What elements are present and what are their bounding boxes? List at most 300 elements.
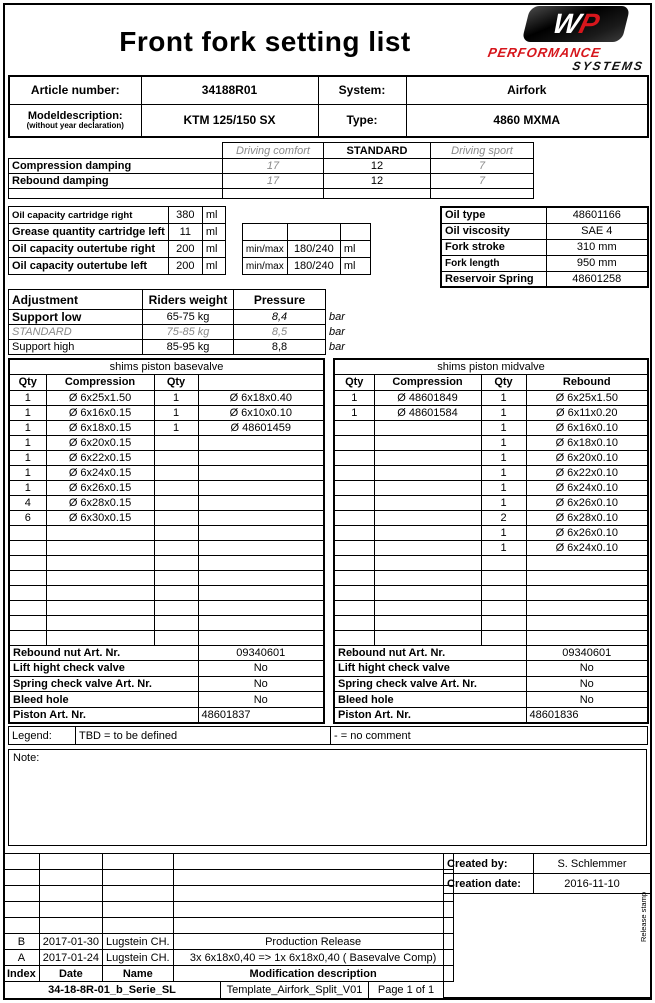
shim-qty: 1 <box>481 525 526 540</box>
table-row <box>9 104 648 137</box>
oil-row-value: 11 <box>168 224 202 241</box>
shim-qty <box>334 555 374 570</box>
spacer-cell <box>326 290 360 310</box>
adjustment-weight-value: 85-95 kg <box>143 340 234 355</box>
note-label: Note: <box>13 752 40 764</box>
legend-table <box>8 726 648 745</box>
shim-qty <box>154 480 198 495</box>
template-name: Template_Airfork_Split_V01 <box>221 982 369 999</box>
valve-spec-row <box>334 661 648 677</box>
empty-cell <box>4 870 40 886</box>
empty-cell <box>173 886 453 902</box>
adjustment-row-label: Support low <box>9 310 143 325</box>
oil-row-unit: ml <box>202 224 225 241</box>
shim-size: Ø 48601849 <box>374 390 481 405</box>
shim-row <box>9 495 324 510</box>
damping-table <box>8 142 534 199</box>
empty-cell <box>39 854 102 870</box>
oil-minmax-value <box>287 224 340 241</box>
shim-size <box>198 435 324 450</box>
shim-size: Ø 6x22x0.10 <box>526 465 648 480</box>
shim-qty: 4 <box>9 495 46 510</box>
adjustment-header: Adjustment <box>9 290 143 310</box>
article-header-table <box>8 75 649 138</box>
valve-spec-row <box>9 645 324 661</box>
empty-cell <box>39 902 102 918</box>
shim-qty <box>154 540 198 555</box>
revision-row <box>4 950 454 966</box>
revision-header-row <box>4 966 454 982</box>
compression-header: Compression <box>374 374 481 390</box>
shim-size: Ø 6x20x0.10 <box>526 450 648 465</box>
shim-qty <box>334 420 374 435</box>
oil-minmax-unit: ml <box>340 241 370 258</box>
oil-minmax-label: min/max <box>242 241 287 258</box>
article-number-value: 34188R01 <box>141 76 318 104</box>
shim-qty <box>9 630 46 645</box>
adjustment-unit-label: bar <box>329 311 345 323</box>
oil-row-label: Oil capacity outertube left <box>9 258 169 275</box>
damping-comfort-value: 17 <box>223 159 324 174</box>
valve-spec-row <box>9 676 324 692</box>
modification-description-header: Modification description <box>173 966 453 982</box>
valve-spec-label: Rebound nut Art. Nr. <box>9 645 198 661</box>
empty-cell <box>103 870 174 886</box>
oil-row-label: Oil capacity outertube right <box>9 241 169 258</box>
release-stamp-label: Release stamp <box>639 891 648 942</box>
spacer-cell <box>225 207 242 224</box>
shim-qty <box>334 525 374 540</box>
adjustment-pressure-value: 8,5 <box>234 325 326 340</box>
table-row <box>334 374 648 390</box>
shim-qty <box>481 600 526 615</box>
wp-logo-performance-text: PERFORMANCE <box>486 45 603 60</box>
shim-qty: 1 <box>9 435 46 450</box>
empty-cell <box>324 189 431 199</box>
compression-header: Compression <box>46 374 154 390</box>
damping-standard-value: 12 <box>324 159 431 174</box>
valve-spec-value: No <box>526 676 648 692</box>
spec-row-label: Fork stroke <box>441 239 546 255</box>
model-description-label <box>9 104 141 137</box>
shim-qty <box>334 585 374 600</box>
table-row <box>9 727 648 745</box>
shim-row <box>9 450 324 465</box>
valve-spec-value: No <box>526 661 648 677</box>
shim-size <box>374 540 481 555</box>
shim-row <box>334 570 648 585</box>
shim-qty: 1 <box>154 405 198 420</box>
shim-size <box>46 525 154 540</box>
shim-qty <box>334 510 374 525</box>
table-row <box>444 854 651 874</box>
valve-spec-value: 48601837 <box>198 707 324 723</box>
shim-size: Ø 6x18x0.10 <box>526 435 648 450</box>
shim-size: Ø 6x20x0.15 <box>46 435 154 450</box>
shim-size: Ø 6x26x0.15 <box>46 480 154 495</box>
shim-size: Ø 6x26x0.10 <box>526 525 648 540</box>
adjustment-pressure-value: 8,4 <box>234 310 326 325</box>
damping-comfort-value: 17 <box>223 174 324 189</box>
shim-size <box>374 570 481 585</box>
valve-spec-label: Bleed hole <box>334 692 526 708</box>
valve-spec-value: No <box>198 676 324 692</box>
shim-size <box>374 480 481 495</box>
damping-standard-value: 12 <box>324 174 431 189</box>
damping-header-standard: STANDARD <box>324 143 431 159</box>
adjustment-table <box>8 289 360 355</box>
riders-weight-header: Riders weight <box>143 290 234 310</box>
shim-size <box>526 570 648 585</box>
shim-qty: 1 <box>334 405 374 420</box>
shim-size <box>46 615 154 630</box>
shim-size <box>374 525 481 540</box>
adjustment-weight-value: 75-85 kg <box>143 325 234 340</box>
valve-spec-row <box>9 692 324 708</box>
basevalve-table-title: shims piston basevalve <box>9 359 324 374</box>
valve-spec-row <box>9 661 324 677</box>
shim-size <box>46 600 154 615</box>
system-value: Airfork <box>406 76 648 104</box>
shim-qty <box>9 585 46 600</box>
fork-spec-table <box>440 206 649 288</box>
shim-size <box>198 540 324 555</box>
table-row <box>9 340 360 355</box>
table-row <box>9 359 324 374</box>
shim-row <box>334 435 648 450</box>
valve-spec-label: Lift hight check valve <box>334 661 526 677</box>
shim-size <box>374 435 481 450</box>
shim-qty <box>154 570 198 585</box>
index-header: Index <box>4 966 40 982</box>
shim-qty: 1 <box>9 390 46 405</box>
shim-size: Ø 48601584 <box>374 405 481 420</box>
system-label: System: <box>318 76 406 104</box>
oil-row-value: 200 <box>168 258 202 275</box>
midvalve-table-title: shims piston midvalve <box>334 359 648 374</box>
revision-description: 3x 6x18x0,40 => 1x 6x18x0,40 ( Basevalve Comp) <box>173 950 453 966</box>
shim-row <box>9 435 324 450</box>
empty-cell <box>223 189 324 199</box>
adjustment-row-label: Support high <box>9 340 143 355</box>
empty-cell <box>9 189 223 199</box>
date-header: Date <box>39 966 102 982</box>
wp-logo-badge-icon <box>522 6 631 42</box>
shim-row <box>334 405 648 420</box>
shim-size <box>526 630 648 645</box>
shim-qty: 1 <box>9 480 46 495</box>
damping-sport-value: 7 <box>431 159 534 174</box>
shim-size <box>46 585 154 600</box>
table-row <box>9 207 371 224</box>
creation-date-value: 2016-11-10 <box>534 874 651 894</box>
shim-row <box>334 480 648 495</box>
table-row <box>9 159 534 174</box>
oil-capacity-table <box>8 206 371 275</box>
shim-qty <box>9 600 46 615</box>
shim-size: Ø 6x24x0.15 <box>46 465 154 480</box>
shim-size <box>46 540 154 555</box>
shim-qty <box>334 465 374 480</box>
shim-row <box>334 615 648 630</box>
shim-row <box>9 600 324 615</box>
shim-qty <box>334 480 374 495</box>
shim-qty <box>334 615 374 630</box>
midvalve-shims-table <box>333 358 649 724</box>
valve-spec-label: Lift hight check valve <box>9 661 198 677</box>
shim-qty <box>154 435 198 450</box>
valve-spec-value: 09340601 <box>198 645 324 661</box>
shim-size <box>374 510 481 525</box>
spec-row-value: 48601258 <box>546 271 648 287</box>
table-row <box>441 255 648 271</box>
adjustment-unit-label: bar <box>329 341 345 353</box>
revision-name: Lugstein CH. <box>103 950 174 966</box>
shim-size: Ø 6x11x0.20 <box>526 405 648 420</box>
oil-row-label: Grease quantity cartridge left <box>9 224 169 241</box>
shim-size: Ø 6x10x0.10 <box>198 405 324 420</box>
page-title: Front fork setting list <box>119 26 411 57</box>
created-by-value: S. Schlemmer <box>534 854 651 874</box>
shim-size <box>374 495 481 510</box>
shim-qty <box>154 585 198 600</box>
shim-qty <box>154 600 198 615</box>
shim-size <box>198 570 324 585</box>
name-header: Name <box>103 966 174 982</box>
shim-size: Ø 6x16x0.15 <box>46 405 154 420</box>
shim-size: Ø 6x28x0.15 <box>46 495 154 510</box>
spacer-cell <box>225 258 242 275</box>
legend-label: Legend: <box>9 727 76 745</box>
empty-cell <box>4 886 40 902</box>
revision-index: A <box>4 950 40 966</box>
model-description-sublabel: (without year declaration) <box>26 121 124 131</box>
adjustment-unit-label: bar <box>329 326 345 338</box>
empty-cell <box>4 854 40 870</box>
qty-header: Qty <box>481 374 526 390</box>
valve-spec-label: Bleed hole <box>9 692 198 708</box>
valve-spec-label: Spring check valve Art. Nr. <box>9 676 198 692</box>
shim-qty: 1 <box>9 420 46 435</box>
wp-logo <box>486 6 646 73</box>
oil-minmax-value <box>287 207 340 224</box>
shim-qty: 1 <box>154 390 198 405</box>
shim-qty <box>154 555 198 570</box>
shim-size: Ø 6x28x0.10 <box>526 510 648 525</box>
legend-nocomment-text: - = no comment <box>331 727 648 745</box>
shim-qty: 1 <box>481 420 526 435</box>
revision-empty-row <box>4 902 454 918</box>
shim-qty <box>334 495 374 510</box>
shim-qty: 1 <box>334 390 374 405</box>
oil-minmax-label: min/max <box>242 258 287 275</box>
shim-qty: 1 <box>481 435 526 450</box>
creation-date-label: Creation date: <box>444 874 534 894</box>
spec-row-label: Fork length <box>441 255 546 271</box>
shim-size: Ø 6x25x1.50 <box>46 390 154 405</box>
shim-row <box>334 525 648 540</box>
shim-size <box>46 630 154 645</box>
shim-row <box>334 585 648 600</box>
empty-cell <box>39 870 102 886</box>
empty-cell <box>173 854 453 870</box>
shim-size <box>198 630 324 645</box>
shim-size <box>198 600 324 615</box>
oil-minmax-value: 180/240 <box>287 241 340 258</box>
valve-spec-value: No <box>526 692 648 708</box>
shim-row <box>334 540 648 555</box>
shim-row <box>334 390 648 405</box>
shim-size: Ø 6x18x0.40 <box>198 390 324 405</box>
shim-size <box>374 555 481 570</box>
empty-cell <box>39 918 102 934</box>
damping-header-sport: Driving sport <box>431 143 534 159</box>
shim-size <box>198 450 324 465</box>
oil-row-unit: ml <box>202 258 225 275</box>
table-row <box>441 239 648 255</box>
shim-row <box>9 555 324 570</box>
shim-qty: 1 <box>9 465 46 480</box>
shim-qty: 1 <box>481 480 526 495</box>
shim-size: Ø 6x26x0.10 <box>526 495 648 510</box>
shim-size <box>198 495 324 510</box>
revision-empty-row <box>4 918 454 934</box>
shim-qty <box>9 555 46 570</box>
adjustment-row-label: STANDARD <box>9 325 143 340</box>
shim-size <box>198 585 324 600</box>
shim-size <box>46 555 154 570</box>
shim-qty: 2 <box>481 510 526 525</box>
table-row <box>9 143 534 159</box>
shim-row <box>9 480 324 495</box>
shim-qty <box>481 615 526 630</box>
table-row <box>9 224 371 241</box>
spec-row-value: 310 mm <box>546 239 648 255</box>
shim-row <box>9 540 324 555</box>
table-row <box>9 189 534 199</box>
shim-size <box>526 555 648 570</box>
model-description-value: KTM 125/150 SX <box>141 104 318 137</box>
empty-cell <box>4 902 40 918</box>
damping-sport-value: 7 <box>431 174 534 189</box>
oil-minmax-label <box>242 207 287 224</box>
shim-size <box>198 510 324 525</box>
shim-row <box>9 465 324 480</box>
qty-header: Qty <box>9 374 46 390</box>
qty-header: Qty <box>154 374 198 390</box>
shim-qty <box>154 615 198 630</box>
wp-logo-letter-p: P <box>576 8 603 39</box>
spec-row-label: Oil type <box>441 207 546 223</box>
wp-logo-systems-text: SYSTEMS <box>571 59 646 73</box>
oil-row-value: 200 <box>168 241 202 258</box>
shim-qty: 1 <box>9 405 46 420</box>
shim-size: Ø 6x16x0.10 <box>526 420 648 435</box>
shim-size <box>374 630 481 645</box>
valve-spec-row <box>334 692 648 708</box>
shim-size: Ø 6x18x0.15 <box>46 420 154 435</box>
valve-spec-row <box>334 645 648 661</box>
shim-size: Ø 6x25x1.50 <box>526 390 648 405</box>
shim-row <box>334 420 648 435</box>
release-stamp-area <box>444 891 651 998</box>
empty-cell <box>173 870 453 886</box>
table-row <box>441 207 648 223</box>
pressure-header: Pressure <box>234 290 326 310</box>
spec-row-value: SAE 4 <box>546 223 648 239</box>
shim-row <box>334 510 648 525</box>
revision-empty-row <box>4 854 454 870</box>
spec-row-value: 48601166 <box>546 207 648 223</box>
shim-row <box>9 630 324 645</box>
oil-row-value: 380 <box>168 207 202 224</box>
shim-qty: 1 <box>481 405 526 420</box>
shim-qty: 1 <box>481 390 526 405</box>
shim-qty <box>481 555 526 570</box>
shim-qty <box>334 540 374 555</box>
revision-row <box>4 934 454 950</box>
valve-spec-value: No <box>198 692 324 708</box>
table-row <box>444 894 651 998</box>
shim-qty <box>481 630 526 645</box>
shim-qty <box>481 585 526 600</box>
shim-size <box>374 465 481 480</box>
empty-cell <box>4 918 40 934</box>
adjustment-pressure-value: 8,8 <box>234 340 326 355</box>
empty-cell <box>103 902 174 918</box>
table-row <box>9 290 360 310</box>
oil-minmax-unit <box>340 207 370 224</box>
shim-size <box>374 420 481 435</box>
shim-size <box>198 480 324 495</box>
table-row <box>9 310 360 325</box>
note-box <box>8 749 647 846</box>
revision-name: Lugstein CH. <box>103 934 174 950</box>
table-row <box>9 174 534 189</box>
empty-cell <box>173 918 453 934</box>
rebound-header: Rebound <box>526 374 648 390</box>
shim-row <box>9 570 324 585</box>
shim-qty <box>334 630 374 645</box>
revision-date: 2017-01-24 <box>39 950 102 966</box>
shim-row <box>334 555 648 570</box>
valve-spec-row <box>9 707 324 723</box>
shim-size: Ø 6x30x0.15 <box>46 510 154 525</box>
shim-qty <box>9 570 46 585</box>
model-description-label-text: Modeldescription: <box>27 110 123 123</box>
shim-size <box>46 570 154 585</box>
shim-size: Ø 48601459 <box>198 420 324 435</box>
shim-qty <box>334 570 374 585</box>
valve-spec-label: Piston Art. Nr. <box>9 707 198 723</box>
shim-size <box>198 555 324 570</box>
shim-qty <box>9 615 46 630</box>
shim-row <box>334 600 648 615</box>
table-row <box>441 271 648 287</box>
shim-qty <box>334 450 374 465</box>
qty-header: Qty <box>334 374 374 390</box>
empty-cell <box>103 854 174 870</box>
shim-qty <box>481 570 526 585</box>
valve-spec-value: 48601836 <box>526 707 648 723</box>
table-row <box>9 258 371 275</box>
document-id: 34-18-8R-01_b_Serie_SL <box>4 982 221 999</box>
spec-row-value: 950 mm <box>546 255 648 271</box>
oil-minmax-label <box>242 224 287 241</box>
shim-qty <box>9 525 46 540</box>
shim-size <box>526 615 648 630</box>
shim-size <box>374 600 481 615</box>
